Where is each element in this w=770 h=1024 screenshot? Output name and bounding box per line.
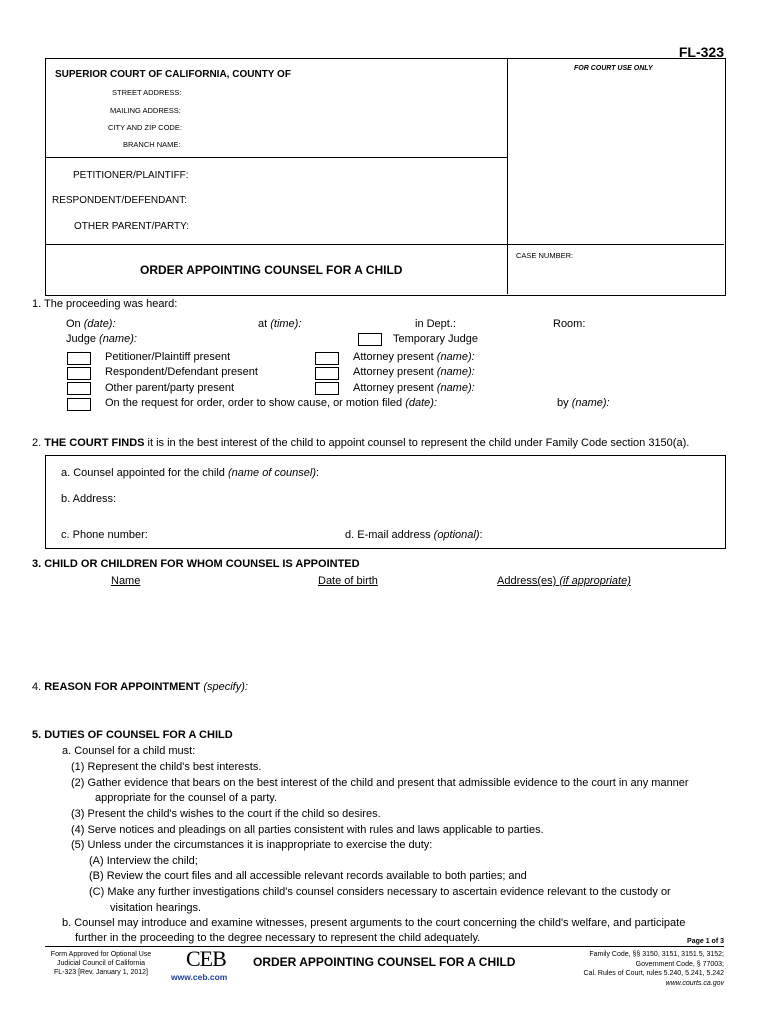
request-by-field[interactable]: by (name): [557, 397, 610, 409]
form-number: FL-323 [678, 44, 724, 60]
counsel-address-field[interactable]: b. Address: [61, 493, 117, 505]
footer-title: ORDER APPOINTING COUNSEL FOR A CHILD [253, 955, 516, 969]
duty-5c: (C) Make any further investigations child's counsel considers necessary to ascertain evidence relevant to the custody or [89, 886, 671, 898]
city-zip-label[interactable]: CITY AND ZIP CODE: [108, 123, 182, 132]
petitioner-attorney-checkbox[interactable] [315, 352, 339, 365]
other-attorney-field[interactable]: Attorney present (name): [353, 382, 475, 394]
temporary-judge-label: Temporary Judge [393, 333, 478, 345]
duty-2-cont: appropriate for the counsel of a party. [95, 792, 278, 804]
counsel-phone-field[interactable]: c. Phone number: [61, 529, 148, 541]
form-approval: Form Approved for Optional Use Judicial Council of California FL-323 [Rev. January 1, 2012] [50, 951, 152, 976]
footer-rule [45, 946, 724, 947]
duty-b: b. Counsel may introduce and examine witnesses, present arguments to the court concerning the child's welfare, and participate [62, 917, 686, 929]
respondent-present-checkbox[interactable] [67, 367, 91, 380]
room-field[interactable]: Room: [553, 318, 586, 330]
duty-5: (5) Unless under the circumstances it is inappropriate to exercise the duty: [71, 839, 433, 851]
item5-heading: 5. DUTIES OF COUNSEL FOR A CHILD [32, 729, 233, 741]
item3-heading: 3. CHILD OR CHILDREN FOR WHOM COUNSEL IS APPOINTED [32, 558, 360, 570]
case-number-label[interactable]: CASE NUMBER: [516, 251, 574, 260]
caption-divider-parties [45, 244, 724, 245]
respondent-attorney-checkbox[interactable] [315, 367, 339, 380]
street-address-label[interactable]: STREET ADDRESS: [112, 88, 182, 97]
request-filed-label[interactable]: On the request for order, order to show cause, or motion filed (date): [105, 397, 438, 409]
petitioner-present-checkbox[interactable] [67, 352, 91, 365]
court-name-label: SUPERIOR COURT OF CALIFORNIA, COUNTY OF [55, 69, 291, 80]
ceb-logo: CEB [186, 946, 226, 971]
respondent-label[interactable]: RESPONDENT/DEFENDANT: [52, 195, 188, 206]
respondent-present-label: Respondent/Defendant present [105, 366, 258, 378]
legal-citations: Family Code, §§ 3150, 3151, 3151.5, 3152; Government Code, § 77003; Cal. Rules of Court, rules 5.240, 5.241, 5.242 www.courts.ca.gov [583, 951, 724, 987]
duty-1: (1) Represent the child's best interests. [71, 761, 262, 773]
duty-a: a. Counsel for a child must: [62, 745, 196, 757]
other-party-label[interactable]: OTHER PARENT/PARTY: [74, 221, 190, 232]
mailing-address-label[interactable]: MAILING ADDRESS: [110, 106, 181, 115]
item1-heading: 1. The proceeding was heard: [32, 298, 178, 310]
form-title: ORDER APPOINTING COUNSEL FOR A CHILD [140, 263, 403, 277]
item2-findings: 2. THE COURT FINDS it is in the best interest of the child to appoint counsel to represent the child under Family Code section 3150(a). [32, 437, 690, 449]
petitioner-attorney-field[interactable]: Attorney present (name): [353, 351, 475, 363]
item4-reason[interactable]: 4. REASON FOR APPOINTMENT (specify): [32, 681, 248, 693]
petitioner-label[interactable]: PETITIONER/PLAINTIFF: [73, 170, 189, 181]
ceb-url[interactable]: www.ceb.com [171, 972, 228, 982]
duty-b-cont: further in the proceeding to the degree necessary to represent the child adequately. [75, 932, 481, 944]
child-dob-column: Date of birth [318, 575, 378, 587]
court-use-label: FOR COURT USE ONLY [574, 65, 653, 72]
respondent-attorney-field[interactable]: Attorney present (name): [353, 366, 475, 378]
other-present-checkbox[interactable] [67, 382, 91, 395]
other-attorney-checkbox[interactable] [315, 382, 339, 395]
temporary-judge-checkbox[interactable] [358, 333, 382, 346]
duty-5c-cont: visitation hearings. [110, 902, 202, 914]
page-number: Page 1 of 3 [687, 938, 724, 945]
duty-5b: (B) Review the court files and all accessible relevant records available to both parties; and [89, 870, 527, 882]
duty-3: (3) Present the child's wishes to the court if the child so desires. [71, 808, 381, 820]
judge-field[interactable]: Judge (name): [66, 333, 137, 345]
hearing-date-field[interactable]: On (date): [66, 318, 116, 330]
branch-name-label[interactable]: BRANCH NAME: [123, 140, 181, 149]
petitioner-present-label: Petitioner/Plaintiff present [105, 351, 231, 363]
dept-field[interactable]: in Dept.: [415, 318, 456, 330]
child-name-column: Name [111, 575, 141, 587]
child-address-column: Address(es) (if appropriate) [497, 575, 631, 587]
other-present-label: Other parent/party present [105, 382, 235, 394]
duty-2: (2) Gather evidence that bears on the best interest of the child and present that admissible evidence to the court in any manner [71, 777, 689, 789]
counsel-email-field[interactable]: d. E-mail address (optional): [345, 529, 483, 541]
counsel-name-field[interactable]: a. Counsel appointed for the child (name of counsel): [61, 467, 320, 479]
request-filed-checkbox[interactable] [67, 398, 91, 411]
hearing-time-field[interactable]: at (time): [258, 318, 302, 330]
caption-divider-vertical [507, 58, 508, 294]
caption-divider-court [45, 157, 507, 158]
duty-4: (4) Serve notices and pleadings on all parties consistent with rules and laws applicable to parties. [71, 824, 544, 836]
duty-5a: (A) Interview the child; [89, 855, 198, 867]
